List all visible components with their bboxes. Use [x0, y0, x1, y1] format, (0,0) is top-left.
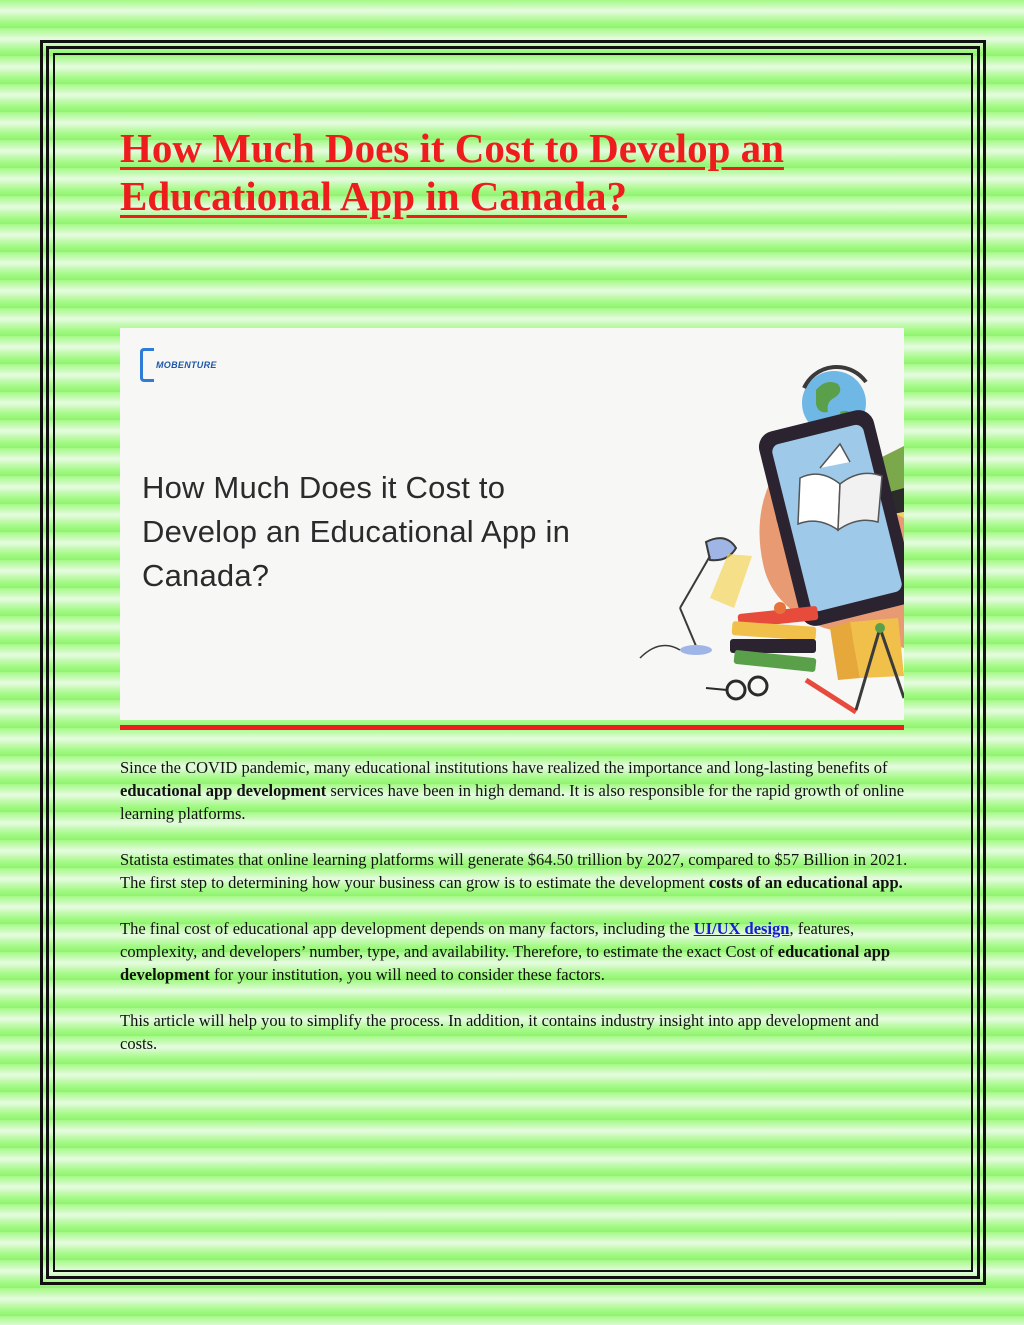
- hero-image: [120, 328, 904, 720]
- paragraph-4: [120, 1009, 910, 1055]
- p3-text-a: The final cost of educational app development depends on many factors, including the: [120, 919, 694, 938]
- p3-bold-keyword: educational app development: [120, 942, 891, 984]
- mobenture-logo-icon: [140, 348, 154, 382]
- hero-heading: How Much Does it Cost to Develop an Educational App in Canada?: [142, 470, 571, 593]
- p2-bold-keyword: costs of an educational app.: [708, 873, 903, 892]
- eyeglasses-icon: [706, 677, 767, 699]
- p3-text-b: , features, complexity, and developers’ number, type, and availability. Therefore, to estimate the exact Cost of: [120, 919, 855, 961]
- paragraph-1: [120, 756, 910, 825]
- hero-divider: [120, 725, 904, 730]
- page-title[interactable]: How Much Does it Cost to Develop an Educational App in Canada?: [120, 125, 784, 219]
- paragraph-2: [120, 848, 910, 894]
- ui-ux-design-link[interactable]: UI/UX design: [693, 919, 790, 938]
- pencil-icon: [806, 680, 856, 712]
- p2-text-a: Statista estimates that online learning platforms will generate $64.50 trillion by 2027, compared to $57 Billion in 2021. The first step to determining how your business can grow is to estimate the development: [120, 850, 908, 892]
- education-illustration: [520, 328, 904, 720]
- mobenture-logo: [140, 348, 217, 382]
- p3-text-d: for your institution, you will need to consider these factors.: [209, 965, 605, 984]
- article-body: [120, 756, 910, 1078]
- logo-text: MOBENTURE: [156, 360, 217, 370]
- paragraph-3: [120, 917, 910, 986]
- p4-text-a: This article will help you to simplify the process. In addition, it contains industry insight into app development and costs.: [120, 1011, 879, 1053]
- p1-bold-keyword: educational app development: [120, 781, 327, 800]
- stack-of-books-icon: [730, 602, 819, 672]
- p1-text-c: services have been in high demand. It is also responsible for the rapid growth of online learning platforms.: [120, 781, 905, 823]
- p1-text-a: Since the COVID pandemic, many educational institutions have realized the importance and long-lasting benefits of: [120, 758, 888, 777]
